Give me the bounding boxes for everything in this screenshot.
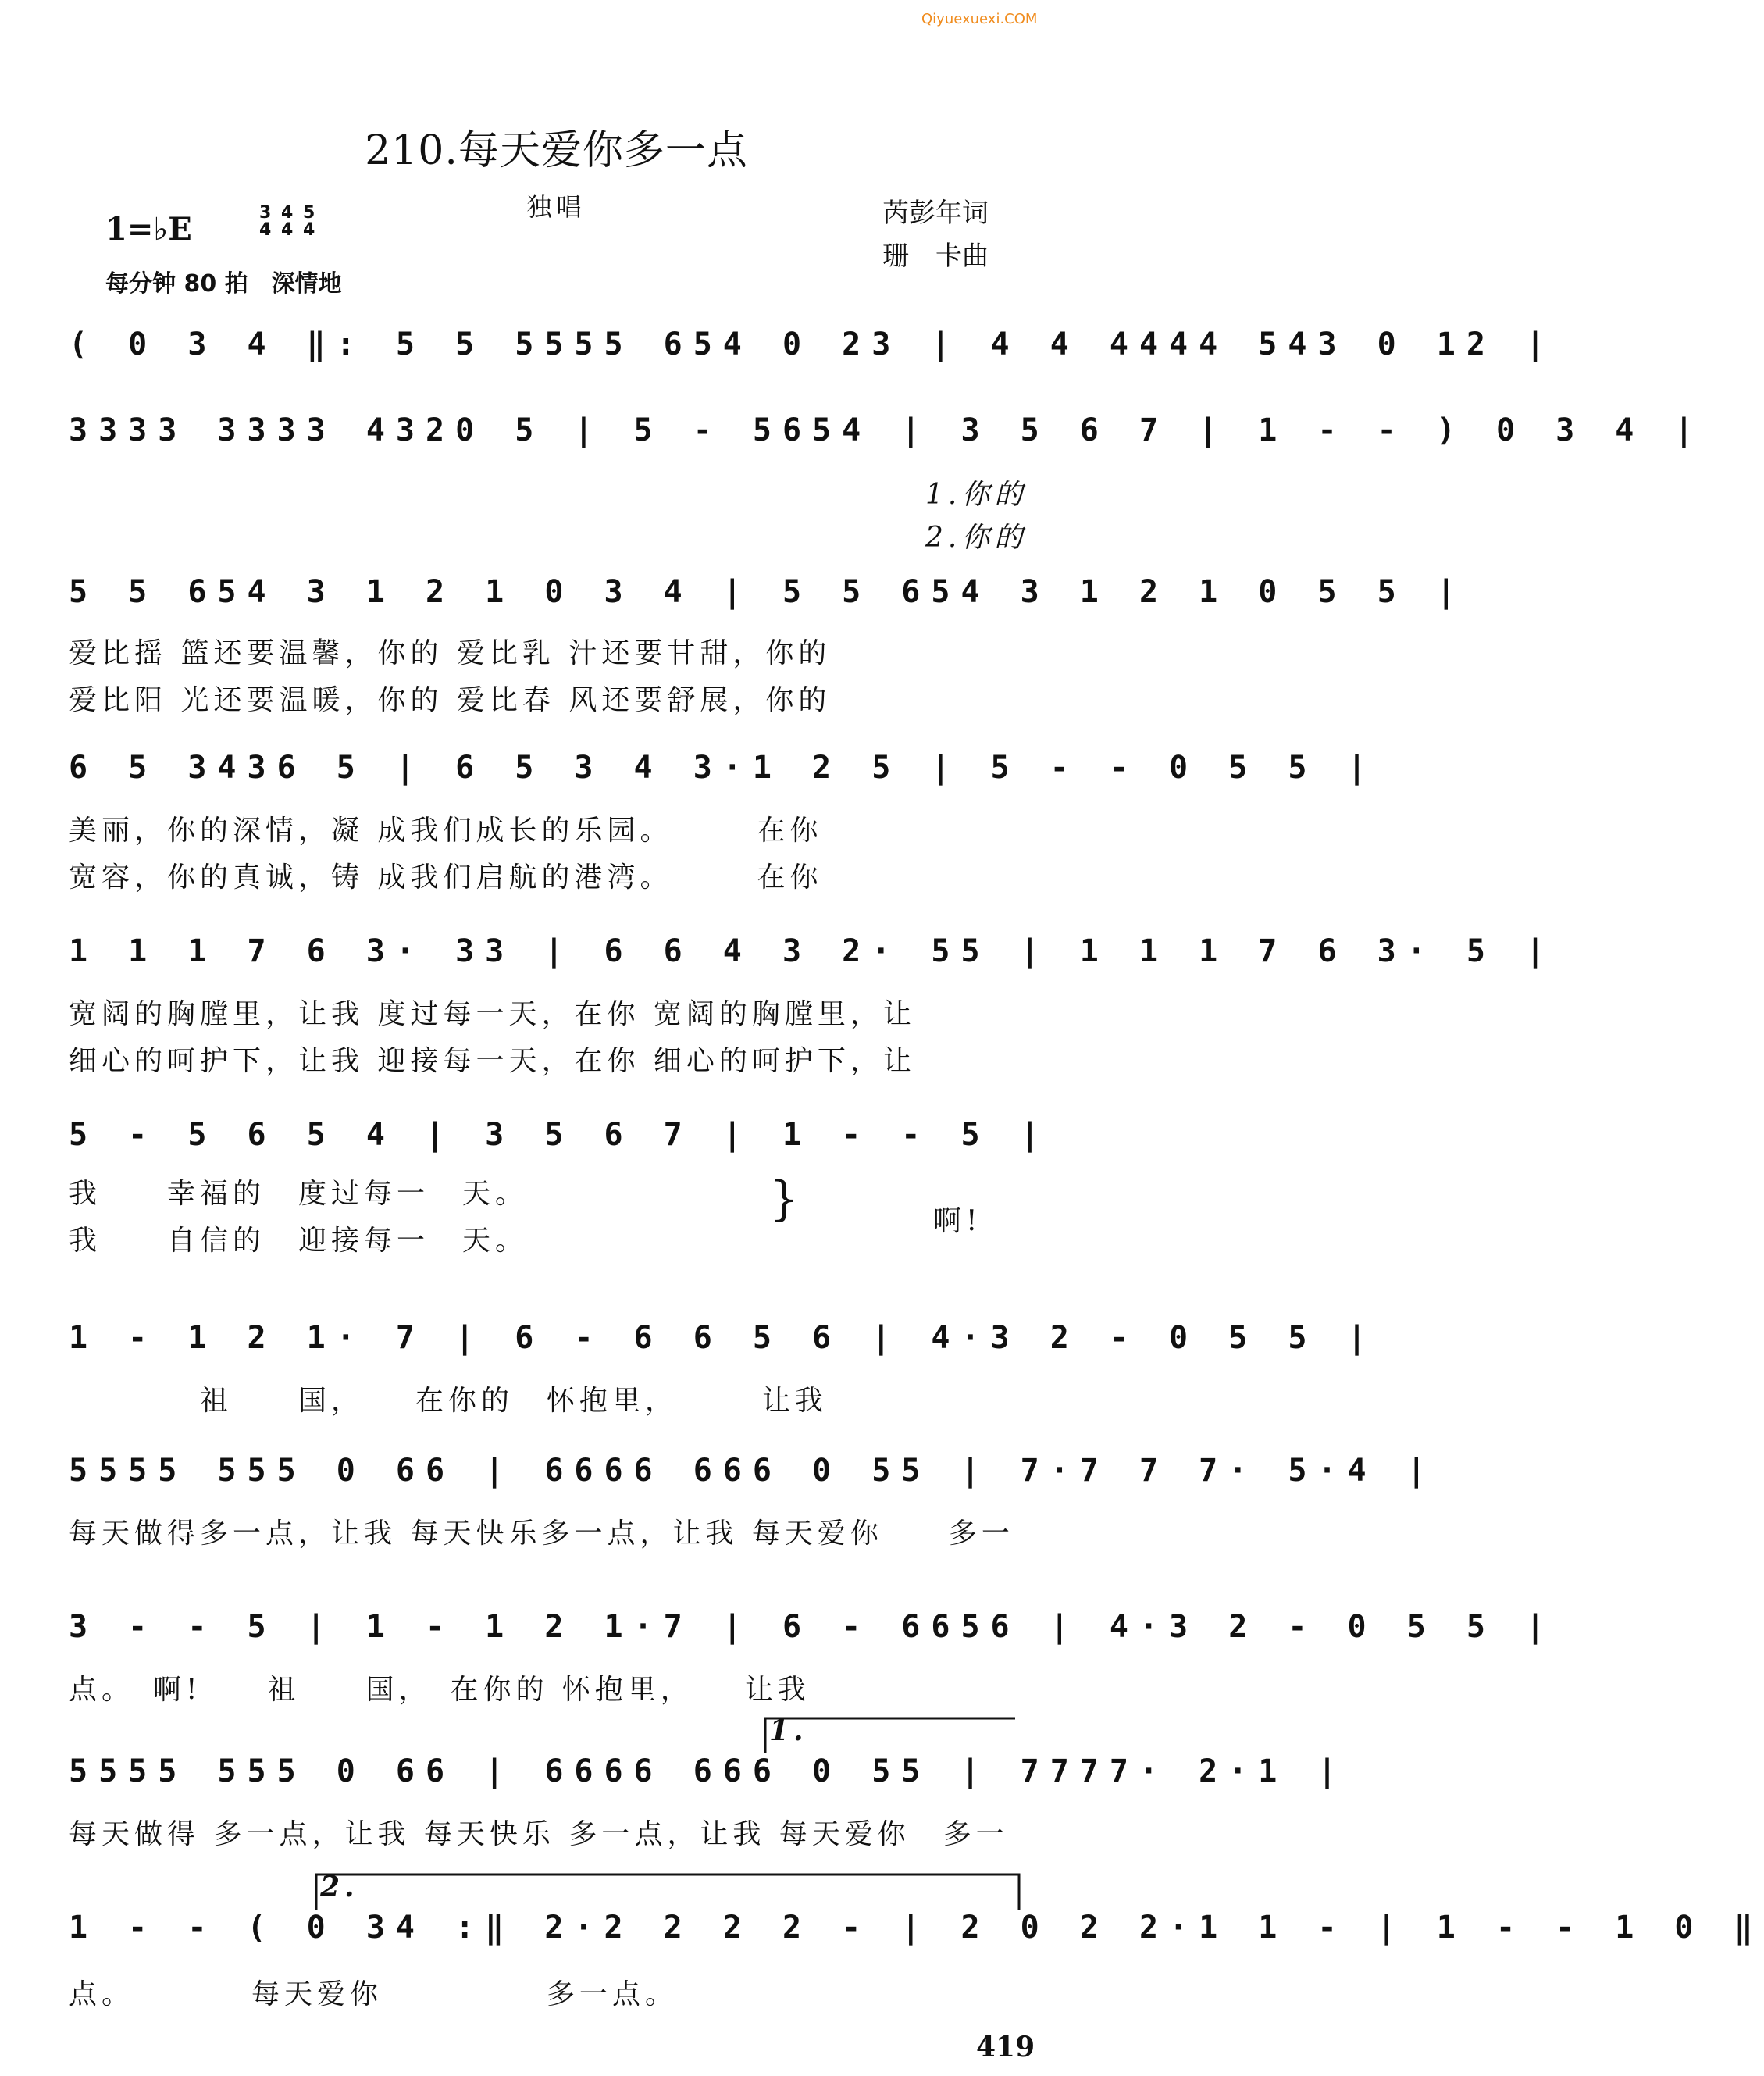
lyricist: 芮彭年词 [882,198,989,229]
lyrics-line-3b: 爱比阳 光还要温暖，你的 爱比春 风还要舒展，你的 [69,684,832,716]
volta-2-bracket [316,1874,1019,1910]
lyrics-line-9: 点。 啊! 祖 国， 在你的 怀抱里， 让我 [69,1674,811,1706]
composer: 珊 卡曲 [882,241,989,272]
performance-type: 独唱 [526,192,586,222]
time-sig-1: 3 4 [259,203,272,240]
lyrics-line-5b: 细心的呵护下，让我 迎接每一天，在你 细心的呵护下，让 [69,1045,916,1077]
time-sig-3: 5 4 [302,203,315,240]
lyrics-line-10: 每天做得 多一点，让我 每天快乐 多一点，让我 每天爱你 多一 [69,1818,1009,1850]
lyrics-line-6b: 我 自信的 迎接每一 天。 [69,1225,529,1257]
score-line-11: 1 - - ( 0 34 :‖ 2·2 2 2 2 - | 2 0 2 2·1 1 - | 1 - - 1 0 ‖ [69,1910,1764,1946]
watermark: Qiyuexuexi.COM [921,11,1038,27]
verse-brace: } [769,1172,800,1226]
lyrics-line-7: 祖 国， 在你的 怀抱里， 让我 [69,1385,829,1417]
lyrics-line-8: 每天做得多一点，让我 每天快乐多一点，让我 每天爱你 多一 [69,1518,1014,1550]
verse-marker-1: 1.你的 [925,479,1028,511]
score-line-1: ( 0 3 4 ‖: 5 5 5555 654 0 23 | 4 4 4444 543 0 12 | [69,326,1556,362]
score-line-8: 5555 555 0 66 | 6666 666 0 55 | 7·7 7 7· 5·4 | [69,1453,1437,1489]
volta-1: 1. [769,1714,808,1747]
score-line-9: 3 - - 5 | 1 - 1 2 1·7 | 6 - 6656 | 4·3 2 - 0 5 5 | [69,1609,1556,1645]
score-line-4: 6 5 3436 5 | 6 5 3 4 3·1 2 5 | 5 - - 0 5 5 | [69,750,1377,786]
score-line-6: 5 - 5 6 5 4 | 3 5 6 7 | 1 - - 5 | [69,1117,1050,1153]
lyrics-line-5a: 宽阔的胸膛里，让我 度过每一天，在你 宽阔的胸膛里，让 [69,998,916,1030]
score-line-5: 1 1 1 7 6 3· 33 | 6 6 4 3 2· 55 | 1 1 1 7 6 3· 5 | [69,933,1556,969]
page-title: 210.每天爱你多一点 [365,127,748,174]
volta-1-bracket [765,1718,1015,1753]
tempo-marking: 每分钟 80 拍 深情地 [105,270,342,298]
score-line-2: 3333 3333 4320 5 | 5 - 5654 | 3 5 6 7 | 1 - - ) 0 3 4 | [69,412,1705,448]
score-line-7: 1 - 1 2 1· 7 | 6 - 6 6 5 6 | 4·3 2 - 0 5 5 | [69,1320,1377,1356]
key-signature: 1=♭E [105,211,192,248]
verse-marker-2: 2.你的 [925,522,1028,554]
lyrics-line-3a: 爱比摇 篮还要温馨，你的 爱比乳 汁还要甘甜，你的 [69,637,832,669]
lyrics-line-4b: 宽容，你的真诚，铸 成我们启航的港湾。 在你 [69,861,823,894]
page-number: 419 [976,2031,1035,2064]
lyrics-line-11: 点。 每天爱你 多一点。 [69,1978,679,2010]
score-line-10: 5555 555 0 66 | 6666 666 0 55 | 7777· 2·1 | [69,1753,1348,1789]
lyrics-exclamation: 啊! [933,1205,982,1237]
score-line-3: 5 5 654 3 1 2 1 0 3 4 | 5 5 654 3 1 2 1 0 5 5 | [69,574,1466,610]
volta-2: 2. [320,1871,359,1903]
lyrics-line-4a: 美丽，你的深情，凝 成我们成长的乐园。 在你 [69,815,823,847]
time-sig-2: 4 4 [280,203,294,240]
lyrics-line-6a: 我 幸福的 度过每一 天。 [69,1178,529,1210]
